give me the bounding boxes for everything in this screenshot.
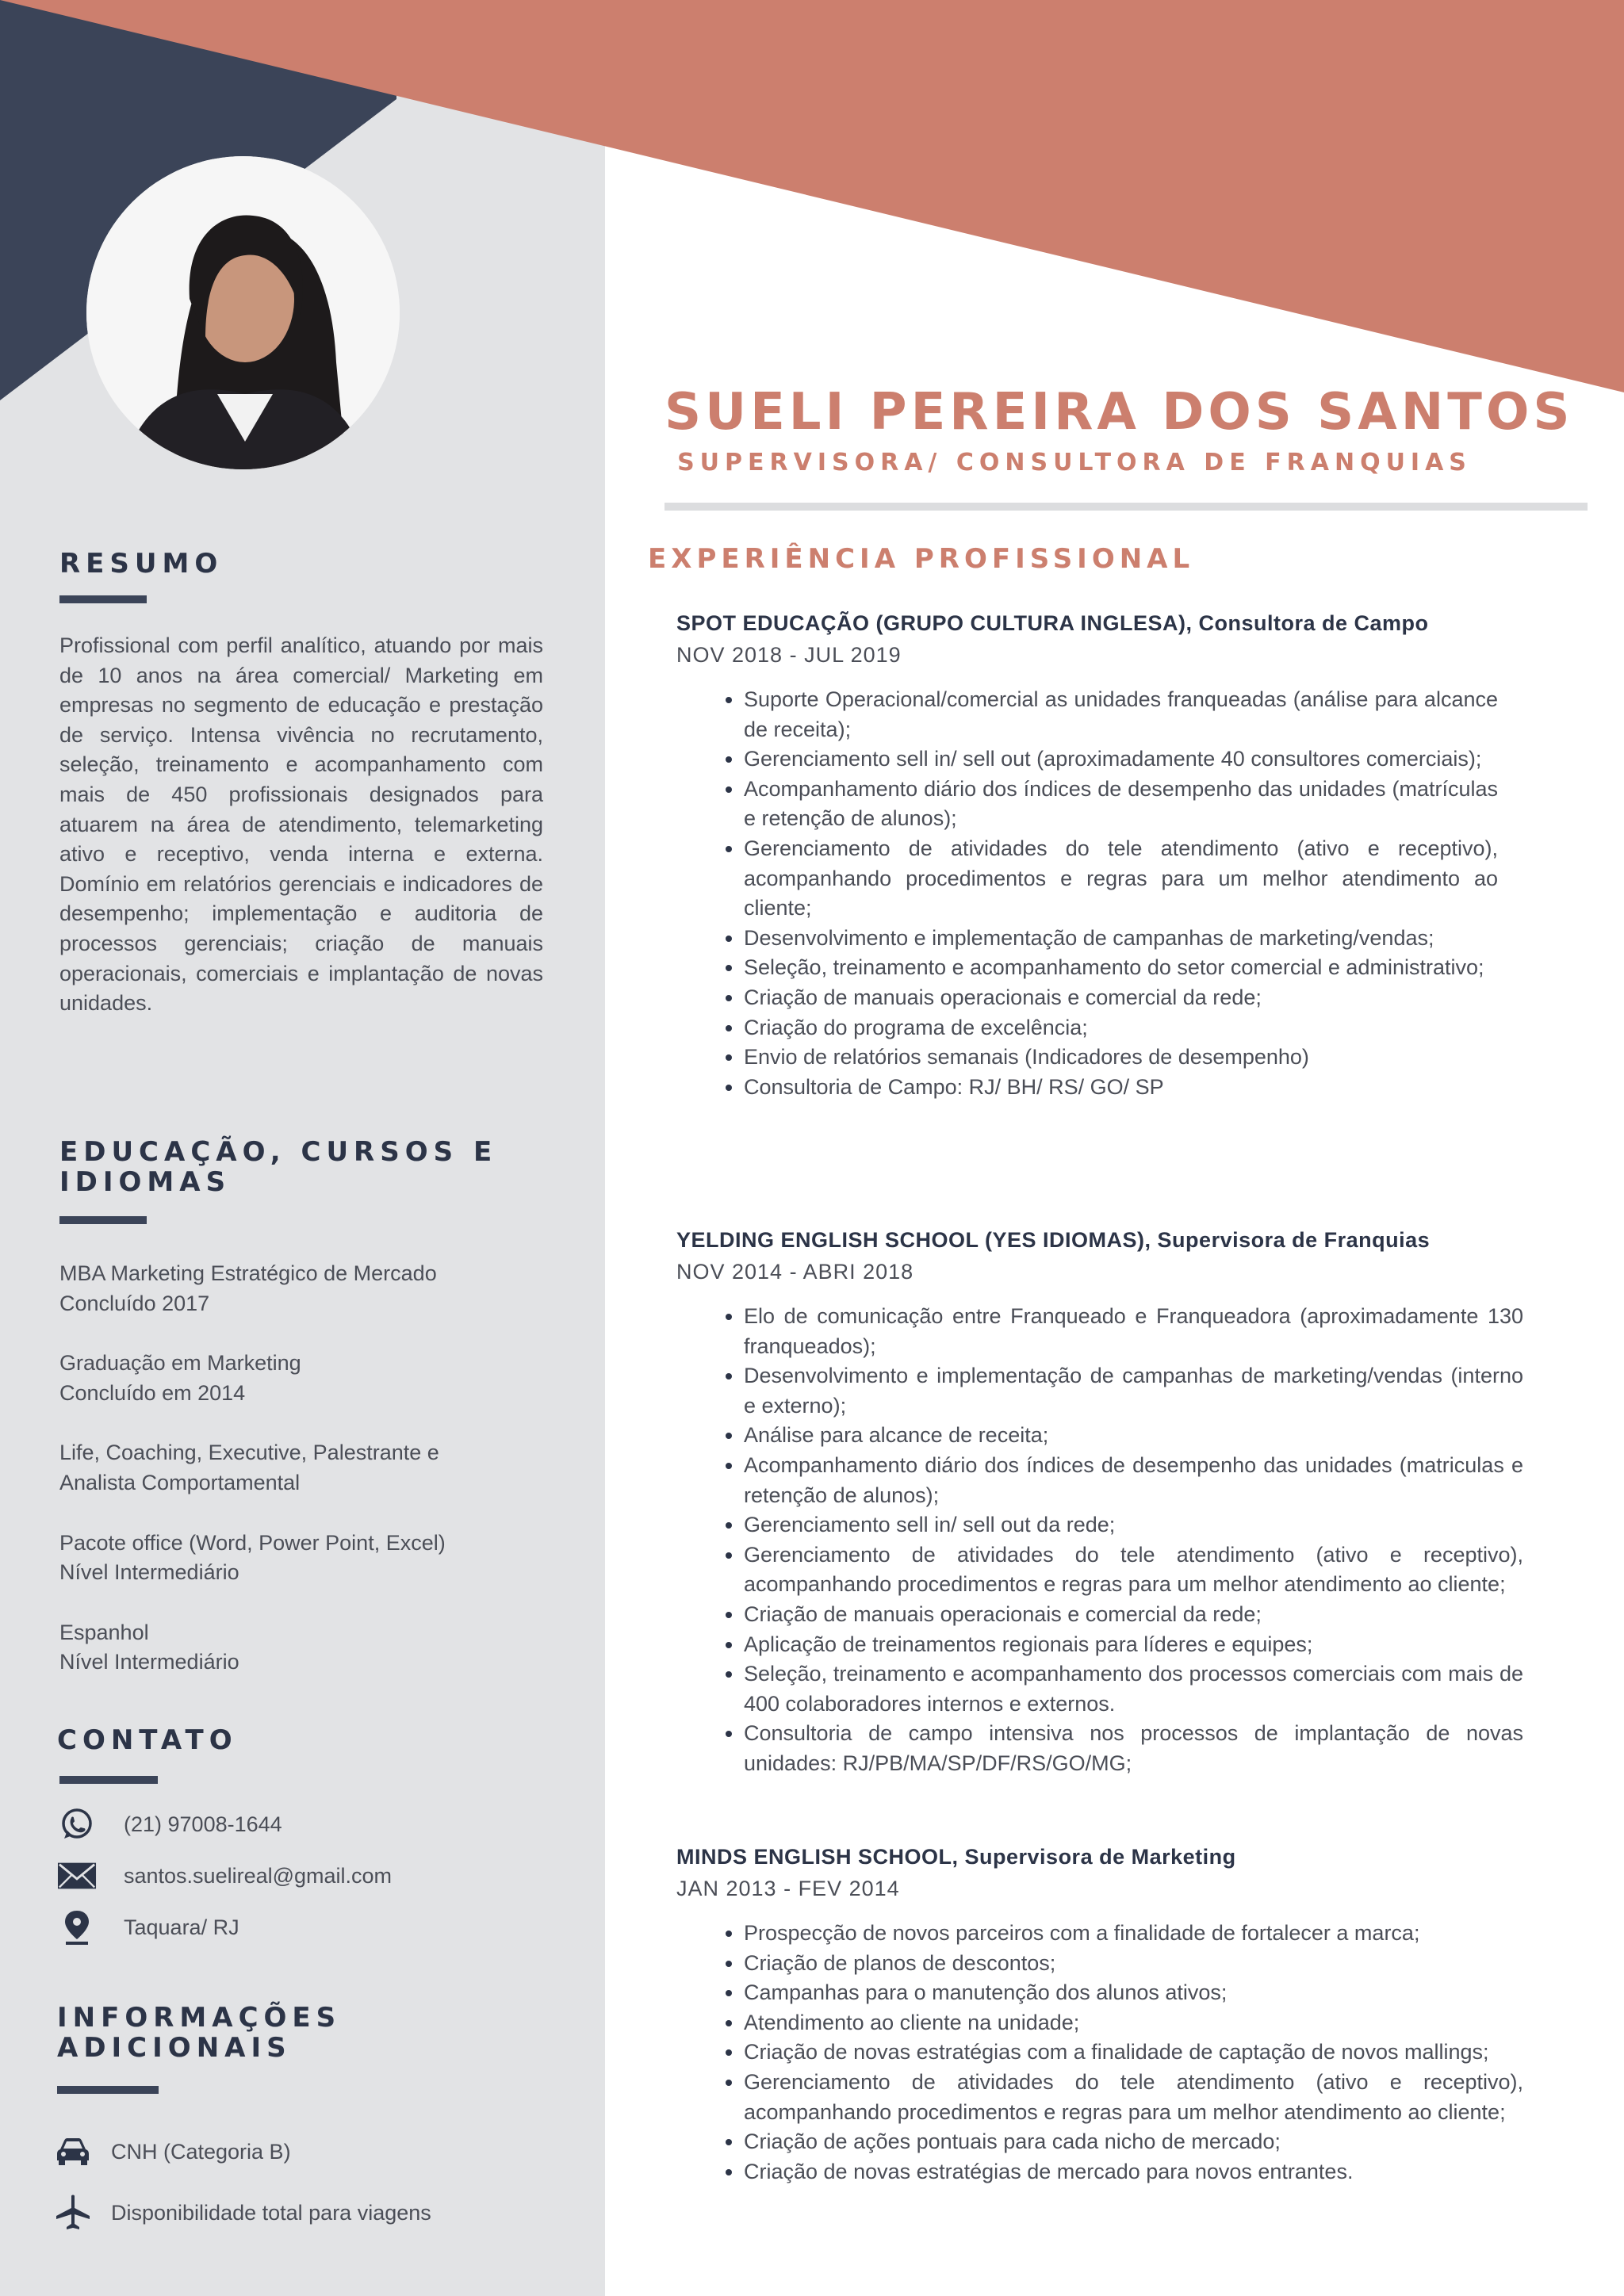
- list-item: • Gerenciamento de atividades do tele atendimento (ativo e receptivo), acompanhando procedimentos e regras para um melhor atendimento ao cliente;: [744, 1540, 1523, 1600]
- experiencia-title: EXPERIÊNCIA PROFISSIONAL: [648, 543, 1195, 575]
- job-date: NOV 2014 - ABRI 2018: [676, 1260, 914, 1284]
- info-title: [57, 2003, 341, 2063]
- list-item: • Desenvolvimento e implementação de campanhas de marketing/vendas (interno e externo);: [744, 1361, 1523, 1421]
- edu-item-line: Analista Comportamental: [59, 1470, 301, 1494]
- edu-item: [59, 1259, 543, 1318]
- resumo-section: [59, 631, 543, 1019]
- resumo-rule: [59, 595, 147, 603]
- edu-item-line: Pacote office (Word, Power Point, Excel): [59, 1530, 446, 1555]
- list-item: • Campanhas para o manutenção dos alunos ativos;: [744, 1978, 1523, 2008]
- info-title-line2: ADICIONAIS: [57, 2032, 292, 2064]
- job-bullets: [676, 685, 1498, 1102]
- job-entry: [676, 609, 1498, 1102]
- job-date: NOV 2018 - JUL 2019: [676, 643, 902, 667]
- list-item: • Criação de ações pontuais para cada nicho de mercado;: [744, 2127, 1523, 2157]
- profile-photo: [86, 156, 400, 469]
- contato-title: CONTATO: [57, 1724, 238, 1756]
- info-travel: Disponibilidade total para viagens: [111, 2200, 431, 2225]
- contact-phone-row[interactable]: [57, 1806, 282, 1843]
- list-item: • Desenvolvimento e implementação de campanhas de marketing/vendas;: [744, 924, 1498, 954]
- info-title-line1: INFORMAÇÕES: [57, 2002, 342, 2034]
- whatsapp-icon: [57, 1806, 97, 1843]
- mail-icon: [57, 1858, 97, 1894]
- job-heading: YELDING ENGLISH SCHOOL (YES IDIOMAS), Supervisora de Franquias: [676, 1228, 1431, 1252]
- list-item: • Criação de planos de descontos;: [744, 1949, 1523, 1979]
- contact-location: Taquara/ RJ: [124, 1915, 239, 1939]
- list-item: • Criação de novas estratégias com a finalidade de captação de novos mallings;: [744, 2038, 1523, 2068]
- edu-item-line: Nível Intermediário: [59, 1650, 239, 1674]
- location-pin-icon: [57, 1909, 97, 1946]
- list-item: • Prospecção de novos parceiros com a finalidade de fortalecer a marca;: [744, 1919, 1523, 1949]
- resumo-text: Profissional com perfil analítico, atuando por mais de 10 anos na área comercial/ Marketing em empresas no segmento de educação e prestação de serviço. Intensa vivência no recrutamento, seleção, treinamento e acompanhamento com mais de 450 profissionais designados para atuarem na área de atendimento, telemarketing ativo e receptivo, venda interna e externa. Domínio em relatórios gerenciais e indicadores de desempenho; implementação e auditoria de processos gerenciais; criação de manuais operacionais, comerciais e implantação de novas unidades.: [59, 633, 543, 1016]
- list-item: • Seleção, treinamento e acompanhamento do setor comercial e administrativo;: [744, 953, 1498, 983]
- info-travel-row: [54, 2195, 431, 2230]
- job-date: JAN 2013 - FEV 2014: [676, 1877, 900, 1900]
- info-cnh-row: [54, 2134, 291, 2169]
- car-icon: [54, 2134, 92, 2169]
- list-item: • Gerenciamento de atividades do tele atendimento (ativo e receptivo), acompanhando procedimentos e regras para um melhor atendimento ao cliente;: [744, 2068, 1523, 2127]
- list-item: • Elo de comunicação entre Franqueado e Franqueadora (aproximadamente 130 franqueados);: [744, 1302, 1523, 1361]
- edu-item: [59, 1349, 543, 1408]
- list-item: • Seleção, treinamento e acompanhamento dos processos comerciais com mais de 400 colaboradores internos e externos.: [744, 1659, 1523, 1719]
- list-item: • Gerenciamento sell in/ sell out (aproximadamente 40 consultores comerciais);: [744, 744, 1498, 775]
- candidate-name: SUELI PEREIRA DOS SANTOS: [665, 383, 1574, 442]
- educacao-rule: [59, 1216, 147, 1224]
- edu-item-line: Concluído 2017: [59, 1291, 210, 1315]
- info-rule: [57, 2086, 159, 2094]
- edu-item-line: Concluído em 2014: [59, 1380, 246, 1405]
- list-item: • Consultoria de Campo: RJ/ BH/ RS/ GO/ SP: [744, 1073, 1498, 1103]
- list-item: • Atendimento ao cliente na unidade;: [744, 2008, 1523, 2038]
- edu-item: [59, 1618, 543, 1678]
- job-entry: [676, 1226, 1523, 1779]
- educacao-title-line1: EDUCAÇÃO, CURSOS E: [59, 1136, 498, 1168]
- resumo-title: RESUMO: [59, 548, 224, 580]
- educacao-list: [59, 1259, 543, 1708]
- list-item: • Gerenciamento sell in/ sell out da rede;: [744, 1510, 1523, 1540]
- list-item: • Envio de relatórios semanais (Indicadores de desempenho): [744, 1043, 1498, 1073]
- contato-rule: [59, 1776, 158, 1784]
- info-cnh: CNH (Categoria B): [111, 2139, 291, 2164]
- job-bullets: [676, 1302, 1523, 1779]
- edu-item-line: Espanhol: [59, 1620, 149, 1644]
- educacao-title-line2: IDIOMAS: [59, 1166, 232, 1198]
- list-item: • Aplicação de treinamentos regionais para líderes e equipes;: [744, 1630, 1523, 1660]
- list-item: • Criação do programa de excelência;: [744, 1013, 1498, 1043]
- edu-item-line: Graduação em Marketing: [59, 1351, 301, 1376]
- avatar: [86, 156, 400, 469]
- header-divider: [665, 503, 1588, 511]
- educacao-title: [59, 1137, 497, 1197]
- contact-location-row: [57, 1909, 239, 1946]
- job-entry: [676, 1843, 1523, 2187]
- edu-item: [59, 1438, 543, 1498]
- edu-item-line: MBA Marketing Estratégico de Mercado: [59, 1261, 437, 1285]
- contact-email-row[interactable]: [57, 1858, 392, 1894]
- list-item: • Acompanhamento diário dos índices de desempenho das unidades (matriculas e retenção de alunos);: [744, 1451, 1523, 1510]
- list-item: • Acompanhamento diário dos índices de desempenho das unidades (matrículas e retenção de alunos);: [744, 775, 1498, 834]
- job-bullets: [676, 1919, 1523, 2187]
- candidate-title: SUPERVISORA/ CONSULTORA DE FRANQUIAS: [677, 449, 1472, 476]
- job-heading: SPOT EDUCAÇÃO (GRUPO CULTURA INGLESA), Consultora de Campo: [676, 611, 1429, 635]
- list-item: • Análise para alcance de receita;: [744, 1421, 1523, 1451]
- edu-item-line: Nível Intermediário: [59, 1560, 239, 1585]
- contact-phone[interactable]: (21) 97008-1644: [124, 1812, 282, 1836]
- airplane-icon: [54, 2195, 92, 2230]
- job-heading: MINDS ENGLISH SCHOOL, Supervisora de Marketing: [676, 1845, 1236, 1869]
- list-item: • Criação de manuais operacionais e comercial da rede;: [744, 983, 1498, 1013]
- list-item: • Criação de novas estratégias de mercado para novos entrantes.: [744, 2157, 1523, 2187]
- edu-item: [59, 1529, 543, 1588]
- edu-item-line: Life, Coaching, Executive, Palestrante e: [59, 1441, 439, 1465]
- list-item: • Consultoria de campo intensiva nos processos de implantação de novas unidades: RJ/PB/MA/SP/DF/RS/GO/MG;: [744, 1719, 1523, 1778]
- list-item: • Suporte Operacional/comercial as unidades franqueadas (análise para alcance de receita);: [744, 685, 1498, 744]
- list-item: • Criação de manuais operacionais e comercial da rede;: [744, 1600, 1523, 1630]
- contact-email[interactable]: santos.suelireal@gmail.com: [124, 1863, 393, 1888]
- list-item: • Gerenciamento de atividades do tele atendimento (ativo e receptivo), acompanhando procedimentos e regras para um melhor atendimento ao cliente;: [744, 834, 1498, 924]
